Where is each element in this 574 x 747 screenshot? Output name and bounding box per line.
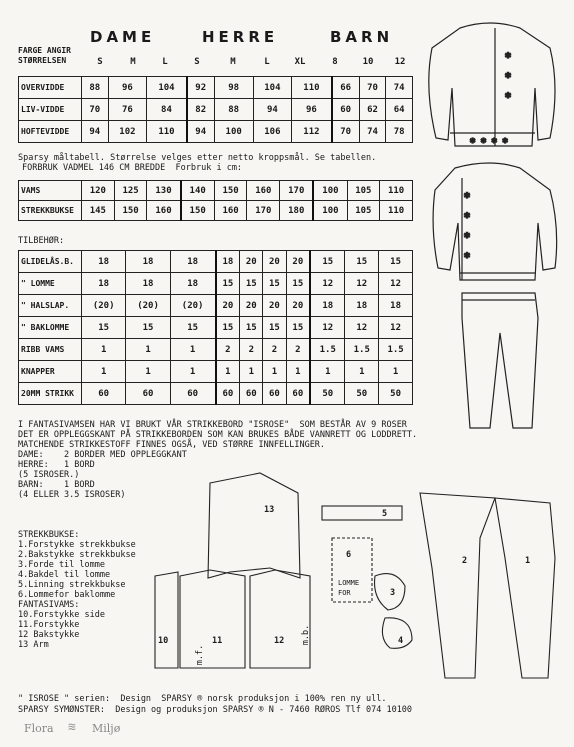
svg-text:✱: ✱ — [505, 90, 512, 101]
table-cell: 160 — [214, 201, 247, 221]
table-cell: 15 — [286, 273, 310, 295]
svg-text:✱: ✱ — [464, 210, 471, 221]
label-mb: m.b. — [301, 624, 312, 646]
svg-text:✱ ✱ ✱ ✱: ✱ ✱ ✱ ✱ — [470, 136, 508, 146]
table-cell: 15 — [216, 273, 240, 295]
note-forbruk: FORBRUK VADMEL 146 CM BREDDE Forbruk i cm: — [22, 163, 243, 173]
table-cell: 20 — [286, 295, 310, 317]
table-cell: 150 — [114, 201, 147, 221]
table-cell: 70 — [359, 77, 386, 99]
table-cell: 15 — [240, 317, 263, 339]
table-cell: 140 — [181, 181, 215, 201]
table-cell: 102 — [108, 121, 147, 143]
row-label: KNAPPER — [19, 361, 82, 383]
table-row — [19, 339, 413, 361]
table-cell: 78 — [386, 121, 413, 143]
table-cell: 105 — [347, 181, 380, 201]
table-cell: 18 — [310, 295, 345, 317]
table-cell: 1 — [82, 361, 126, 383]
table-cell: 92 — [187, 77, 215, 99]
table-row — [19, 77, 413, 99]
row-label: RIBB VAMS — [19, 339, 82, 361]
table-cell: 112 — [292, 121, 332, 143]
table-cell: 100 — [313, 181, 347, 201]
table-cell: 110 — [147, 121, 187, 143]
table-row — [19, 121, 413, 143]
table-cell: 76 — [108, 99, 147, 121]
table-cell: 106 — [253, 121, 292, 143]
tilbehor-label: TILBEHØR: — [18, 236, 65, 246]
table-cell: 145 — [82, 201, 115, 221]
svg-text:✱: ✱ — [505, 70, 512, 81]
table-cell: 12 — [310, 317, 345, 339]
table-cell: 60 — [286, 383, 310, 405]
pattern-piece-1 — [495, 498, 555, 678]
label-1: 1 — [525, 556, 531, 566]
table-row — [19, 273, 413, 295]
table-cell: 15 — [240, 273, 263, 295]
table-cell: 60 — [216, 383, 240, 405]
table-cell: 105 — [347, 201, 380, 221]
label-6-text: LOMME FOR — [338, 579, 360, 597]
table-cell: 110 — [292, 77, 332, 99]
table-cell: 120 — [82, 181, 115, 201]
size-label: 10 — [362, 57, 374, 67]
table-cell: 170 — [280, 181, 314, 201]
label-12: 12 — [274, 636, 285, 646]
table-cell: 18 — [82, 273, 126, 295]
label-10: 10 — [158, 636, 169, 646]
row-label: GLIDELÅS.B. — [19, 251, 82, 273]
farge-label: FARGE ANGIR — [18, 46, 71, 55]
table-cell: (20) — [126, 295, 170, 317]
table-cell: 20 — [263, 295, 286, 317]
info-text: I FANTASIVAMSEN HAR VI BRUKT VÅR STRIKKEBORD "ISROSE" SOM BESTÅR AV 9 ROSER DET ER OPPLEGGSKANT PÅ STRIKKEBORDEN SOM KAN BRUKES BÅDE VANNRETT OG LODDRETT. MATCHENDE STRIKKESTOFF FINNES OGSÅ, VED STØRRE INNFELLINGER. DAME: 2 BORDER MED OPPLEGGKANT HERRE: 1 BORD (5 ISROSER.) BARN: 1 BORD (4 ELLER 3.5 ISROSER) — [18, 420, 418, 500]
table-cell: 160 — [147, 201, 181, 221]
table-row — [19, 251, 413, 273]
table-cell: 50 — [345, 383, 379, 405]
table-cell: 20 — [286, 251, 310, 273]
group-barn: BARN — [330, 28, 394, 46]
table-cell: 60 — [82, 383, 126, 405]
table-cell: 12 — [379, 317, 413, 339]
sweater-illustration-1 — [429, 23, 555, 146]
table-cell: 1 — [170, 339, 215, 361]
label-mf: m.f. — [195, 644, 206, 666]
label-4: 4 — [398, 636, 404, 646]
table-cell: 20 — [240, 251, 263, 273]
group-dame: DAME — [90, 28, 156, 46]
table-cell: (20) — [170, 295, 215, 317]
size-label: S — [194, 57, 200, 67]
table-cell: 180 — [280, 201, 314, 221]
table-row — [19, 361, 413, 383]
size-label: L — [162, 57, 168, 67]
table-cell: 98 — [214, 77, 253, 99]
table-cell: 1.5 — [310, 339, 345, 361]
table-cell: 100 — [214, 121, 253, 143]
table-row — [19, 317, 413, 339]
table-cell: 18 — [345, 295, 379, 317]
jacket-illustration-2 — [433, 163, 557, 280]
table-cell: 104 — [147, 77, 187, 99]
trousers-illustration — [462, 293, 538, 428]
size-label: 12 — [394, 57, 406, 67]
table-cell: 12 — [345, 317, 379, 339]
table-cell: 150 — [181, 201, 215, 221]
table-cell: 66 — [332, 77, 360, 99]
table-cell: 70 — [332, 121, 360, 143]
label-5: 5 — [382, 509, 388, 519]
table-row — [19, 99, 413, 121]
table-cell: 1 — [286, 361, 310, 383]
size-label: M — [230, 57, 236, 67]
table-cell: 84 — [147, 99, 187, 121]
table-row — [19, 201, 413, 221]
table-cell: 82 — [187, 99, 215, 121]
table-cell: 60 — [263, 383, 286, 405]
svg-text:✱: ✱ — [464, 190, 471, 201]
row-label: LIV-VIDDE — [19, 99, 82, 121]
table-cell: 60 — [240, 383, 263, 405]
table-cell: 20 — [240, 295, 263, 317]
table-cell: 1 — [126, 339, 170, 361]
table-cell: 96 — [108, 77, 147, 99]
table-cell: 1 — [126, 361, 170, 383]
label-13: 13 — [264, 505, 275, 515]
table-cell: 170 — [247, 201, 280, 221]
table-cell: 18 — [170, 251, 215, 273]
table-cell: 60 — [170, 383, 215, 405]
table-cell: 12 — [379, 273, 413, 295]
table-cell: 12 — [345, 273, 379, 295]
table-cell: 15 — [379, 251, 413, 273]
pattern-pieces — [150, 468, 570, 688]
table-cell: 15 — [345, 251, 379, 273]
logo-miljo: Miljø — [92, 722, 121, 735]
pattern-piece-2 — [420, 493, 495, 678]
table-cell: 2 — [286, 339, 310, 361]
table-cell: 20 — [216, 295, 240, 317]
svg-text:✱: ✱ — [464, 230, 471, 241]
table-cell: 110 — [380, 201, 413, 221]
table-cell: 160 — [247, 181, 280, 201]
table-cell: 20 — [263, 251, 286, 273]
table-cell: 15 — [216, 317, 240, 339]
table-cell: 18 — [379, 295, 413, 317]
table-cell: 15 — [310, 251, 345, 273]
row-label: VAMS — [19, 181, 82, 201]
table-cell: 74 — [359, 121, 386, 143]
table-cell: 2 — [216, 339, 240, 361]
table-cell: 150 — [214, 181, 247, 201]
table-cell: 94 — [82, 121, 109, 143]
group-herre: HERRE — [202, 28, 279, 46]
table-cell: 1 — [170, 361, 215, 383]
table-row — [19, 295, 413, 317]
table-cell: 2 — [240, 339, 263, 361]
table-cell: 110 — [380, 181, 413, 201]
label-3: 3 — [390, 588, 396, 598]
table-cell: 1 — [345, 361, 379, 383]
table-cell: 125 — [114, 181, 147, 201]
storrelsen-label: STØRRELSEN — [18, 56, 67, 65]
row-label: " BAKLOMME — [19, 317, 82, 339]
svg-text:✱: ✱ — [464, 250, 471, 261]
table-row — [19, 181, 413, 201]
row-label: OVERVIDDE — [19, 77, 82, 99]
table-cell: 15 — [170, 317, 215, 339]
table-cell: 15 — [126, 317, 170, 339]
label-11: 11 — [212, 636, 223, 646]
table-cell: 62 — [359, 99, 386, 121]
row-label: " LOMME — [19, 273, 82, 295]
table-cell: 1.5 — [345, 339, 379, 361]
pattern-piece-12 — [250, 570, 310, 668]
table-cell: 1 — [379, 361, 413, 383]
row-label: " HALSLAP. — [19, 295, 82, 317]
table-cell: 18 — [126, 273, 170, 295]
fabric-consumption-table — [18, 180, 413, 221]
table-cell: 50 — [379, 383, 413, 405]
note-maltabell: Sparsy måltabell. Størrelse velges etter netto kroppsmål. Se tabellen. — [18, 153, 377, 163]
pattern-piece-11 — [180, 570, 245, 668]
table-row — [19, 383, 413, 405]
footer-line-2: SPARSY SYMØNSTER: Design og produksjon SPARSY ® N - 7460 RØROS Tlf 074 10100 — [18, 705, 413, 715]
size-label: M — [130, 57, 136, 67]
garment-illustrations — [410, 18, 570, 438]
table-cell: 104 — [253, 77, 292, 99]
table-cell: 50 — [310, 383, 345, 405]
table-cell: 94 — [253, 99, 292, 121]
pattern-piece-13 — [208, 473, 300, 578]
row-label: HOFTEVIDDE — [19, 121, 82, 143]
table-cell: 15 — [263, 273, 286, 295]
table-cell: 2 — [263, 339, 286, 361]
table-cell: 94 — [187, 121, 215, 143]
table-cell: 18 — [82, 251, 126, 273]
table-cell: (20) — [82, 295, 126, 317]
table-cell: 1.5 — [379, 339, 413, 361]
logo-wave-icon: ≋ — [68, 720, 76, 735]
accessories-table — [18, 250, 413, 405]
size-label: S — [97, 57, 103, 67]
body-measurements-table — [18, 76, 413, 143]
table-cell: 15 — [82, 317, 126, 339]
size-labels-row — [80, 57, 420, 69]
logo-flora: Flora — [24, 722, 54, 735]
row-label: 20MM STRIKK — [19, 383, 82, 405]
table-cell: 15 — [263, 317, 286, 339]
table-cell: 1 — [310, 361, 345, 383]
table-cell: 12 — [310, 273, 345, 295]
size-label: 8 — [332, 57, 338, 67]
table-cell: 88 — [82, 77, 109, 99]
table-cell: 1 — [216, 361, 240, 383]
label-6: 6 — [346, 550, 352, 560]
table-cell: 60 — [332, 99, 360, 121]
label-2: 2 — [462, 556, 468, 566]
table-cell: 74 — [386, 77, 413, 99]
row-label: STREKKBUKSE — [19, 201, 82, 221]
size-label: L — [264, 57, 270, 67]
table-cell: 60 — [126, 383, 170, 405]
svg-text:✱: ✱ — [505, 50, 512, 61]
parts-list: STREKKBUKSE: 1.Forstykke strekkbukse 2.Bakstykke strekkbukse 3.Forde til lomme 4.Bakdel til lomme 5.Linning strekkbukse 6.Lommefor baklomme FANTASIVAMS: 10.Forstykke side 11.Forstykke 12 Bakstykke 13 Arm — [18, 530, 136, 650]
table-cell: 64 — [386, 99, 413, 121]
table-cell: 70 — [82, 99, 109, 121]
table-cell: 15 — [286, 317, 310, 339]
table-cell: 88 — [214, 99, 253, 121]
table-cell: 96 — [292, 99, 332, 121]
footer-line-1: " ISROSE " serien: Design SPARSY ® norsk produksjon i 100% ren ny ull. — [18, 694, 387, 704]
pattern-piece-5 — [322, 506, 402, 520]
table-cell: 1 — [240, 361, 263, 383]
table-cell: 1 — [82, 339, 126, 361]
table-cell: 18 — [126, 251, 170, 273]
pattern-piece-10 — [155, 572, 178, 668]
table-cell: 18 — [216, 251, 240, 273]
size-label: XL — [294, 57, 306, 67]
table-cell: 130 — [147, 181, 181, 201]
table-cell: 18 — [170, 273, 215, 295]
table-cell: 1 — [263, 361, 286, 383]
table-cell: 100 — [313, 201, 347, 221]
